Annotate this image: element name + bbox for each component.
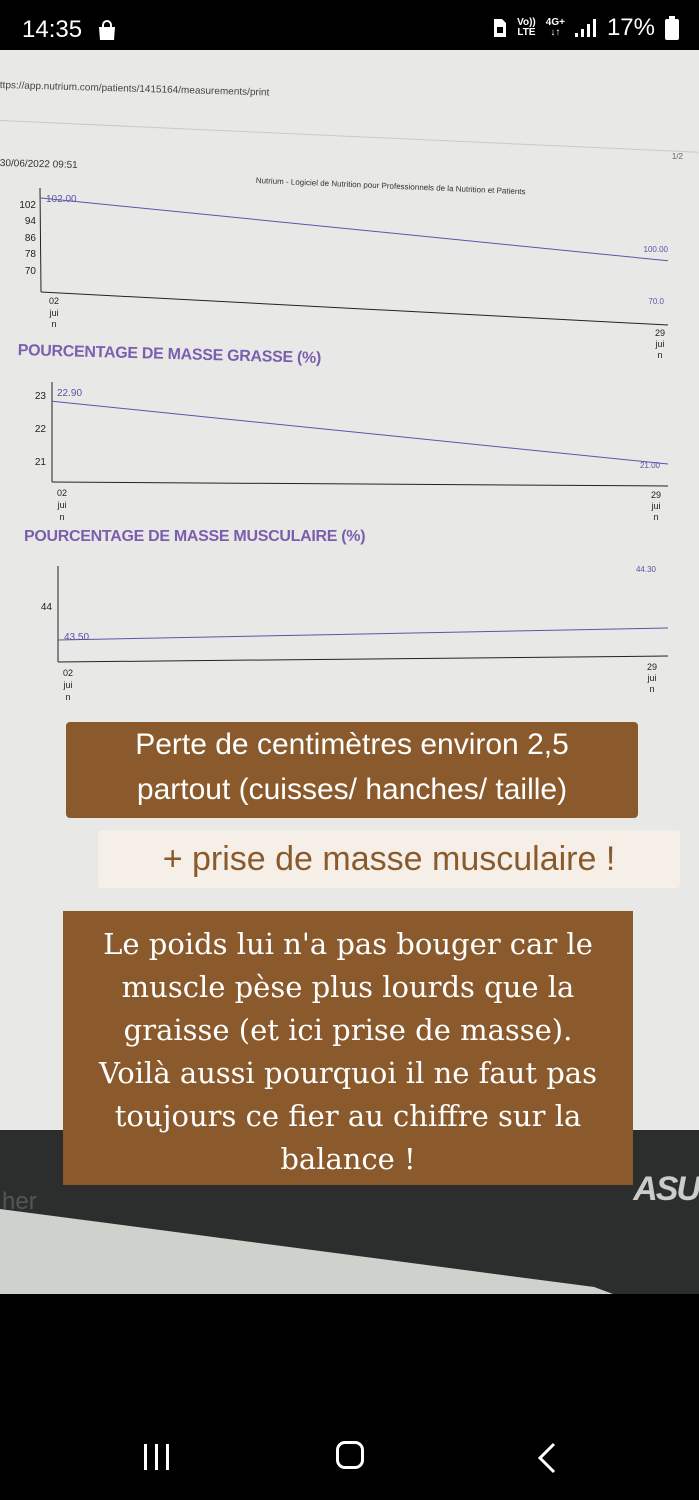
weight-x-end: 29 [654, 328, 666, 338]
fat-chart-title: POURCENTAGE DE MASSE GRASSE (%) [17, 342, 322, 367]
home-icon[interactable] [336, 1441, 364, 1469]
muscle-x-start: 02 [62, 668, 74, 678]
muscle-x-end-n: n [649, 684, 655, 694]
muscle-series-line [58, 628, 668, 640]
browser-url: ttps://app.nutrium.com/patients/1415164/measurements/print [0, 80, 270, 99]
fat-x-end: 29 [650, 490, 662, 500]
weight-y-tick: 86 [24, 233, 36, 244]
caption-line: muscle pèse plus lourds que la [121, 970, 575, 1004]
muscle-x-start-month: jui [63, 680, 73, 690]
fat-x-start-month: jui [57, 500, 67, 510]
muscle-x-start-n: n [65, 692, 71, 702]
caption-line: Le poids lui n'a pas bouger car le [103, 927, 593, 961]
page-number: 1/2 [671, 152, 683, 161]
caption-muscle-gain: + prise de masse musculaire ! [98, 830, 680, 888]
weight-x-axis [41, 292, 668, 325]
muscle-x-end-month: jui [647, 673, 657, 683]
fat-x-start: 02 [56, 488, 68, 498]
fat-series-line [52, 401, 668, 464]
caption-line: balance ! [280, 1142, 416, 1176]
navigation-bar [0, 1294, 699, 1500]
recent-apps-icon[interactable] [142, 1442, 172, 1472]
weight-chart [0, 180, 699, 360]
battery-icon [665, 16, 679, 40]
muscle-label-end: 44.30 [635, 565, 656, 574]
clock: 14:35 [22, 16, 83, 43]
fat-x-start-n: n [59, 512, 65, 522]
fat-x-axis [52, 482, 668, 486]
caption-line: Voilà aussi pourquoi il ne faut pas [99, 1056, 597, 1090]
caption-line: toujours ce fier au chiffre sur la [114, 1099, 582, 1133]
print-datetime: 30/06/2022 09:51 [0, 158, 78, 172]
fat-y-tick: 23 [34, 391, 46, 402]
muscle-x-axis [58, 656, 668, 662]
weight-y-tick: 70 [24, 266, 36, 277]
signal-icon [575, 19, 597, 37]
page-header: Nutrium - Logiciel de Nutrition pour Professionnels de la Nutrition et Patients [255, 176, 526, 197]
caption-line: partout (cuisses/ hanches/ taille) [136, 773, 568, 806]
fat-chart [0, 372, 699, 532]
fat-label-start: 22.90 [57, 388, 83, 399]
weight-y-axis [40, 188, 41, 292]
caption-line: graisse (et ici prise de masse). [123, 1013, 573, 1047]
fat-label-end: 21.00 [639, 461, 660, 470]
weight-y-tick: 94 [24, 216, 36, 227]
weight-x-start-month: jui [49, 308, 59, 318]
fat-y-tick: 21 [34, 457, 46, 468]
weight-x-end-n: n [657, 350, 663, 360]
divider [0, 120, 698, 153]
battery-percent: 17% [606, 14, 655, 41]
network-indicator: 4G+ ↓↑ [545, 17, 565, 38]
weight-series-line [41, 198, 668, 261]
back-icon[interactable] [536, 1442, 560, 1474]
weight-y-tick: 102 [19, 200, 36, 211]
muscle-y-tick: 44 [40, 602, 52, 613]
weight-x-start: 02 [48, 296, 60, 306]
weight-x-start-n: n [51, 319, 57, 329]
caption-centimeters [66, 722, 638, 818]
muscle-chart-title: POURCENTAGE DE MASSE MUSCULAIRE (%) [24, 528, 366, 545]
volte-indicator: Vo)) LTE [517, 17, 536, 38]
background-partial-text: her [2, 1188, 37, 1215]
caption-line: Perte de centimètres environ 2,5 [135, 728, 569, 761]
weight-x-end-month: jui [655, 339, 665, 349]
monitor-brand-logo: ASU [633, 1170, 699, 1208]
fat-x-end-month: jui [651, 501, 661, 511]
muscle-chart [0, 560, 699, 720]
weight-label-end: 100.00 [643, 245, 668, 254]
muscle-label-start: 43.50 [64, 632, 90, 643]
sim-icon [493, 18, 507, 38]
caption-explanation [63, 911, 633, 1185]
muscle-x-end: 29 [646, 662, 658, 672]
shopping-bag-icon [96, 20, 118, 42]
weight-y-tick: 78 [24, 249, 36, 260]
weight-label-start: 102.00 [46, 194, 77, 205]
fat-y-tick: 22 [34, 424, 46, 435]
weight-label-end2: 70.0 [648, 297, 664, 306]
fat-x-end-n: n [653, 512, 659, 522]
